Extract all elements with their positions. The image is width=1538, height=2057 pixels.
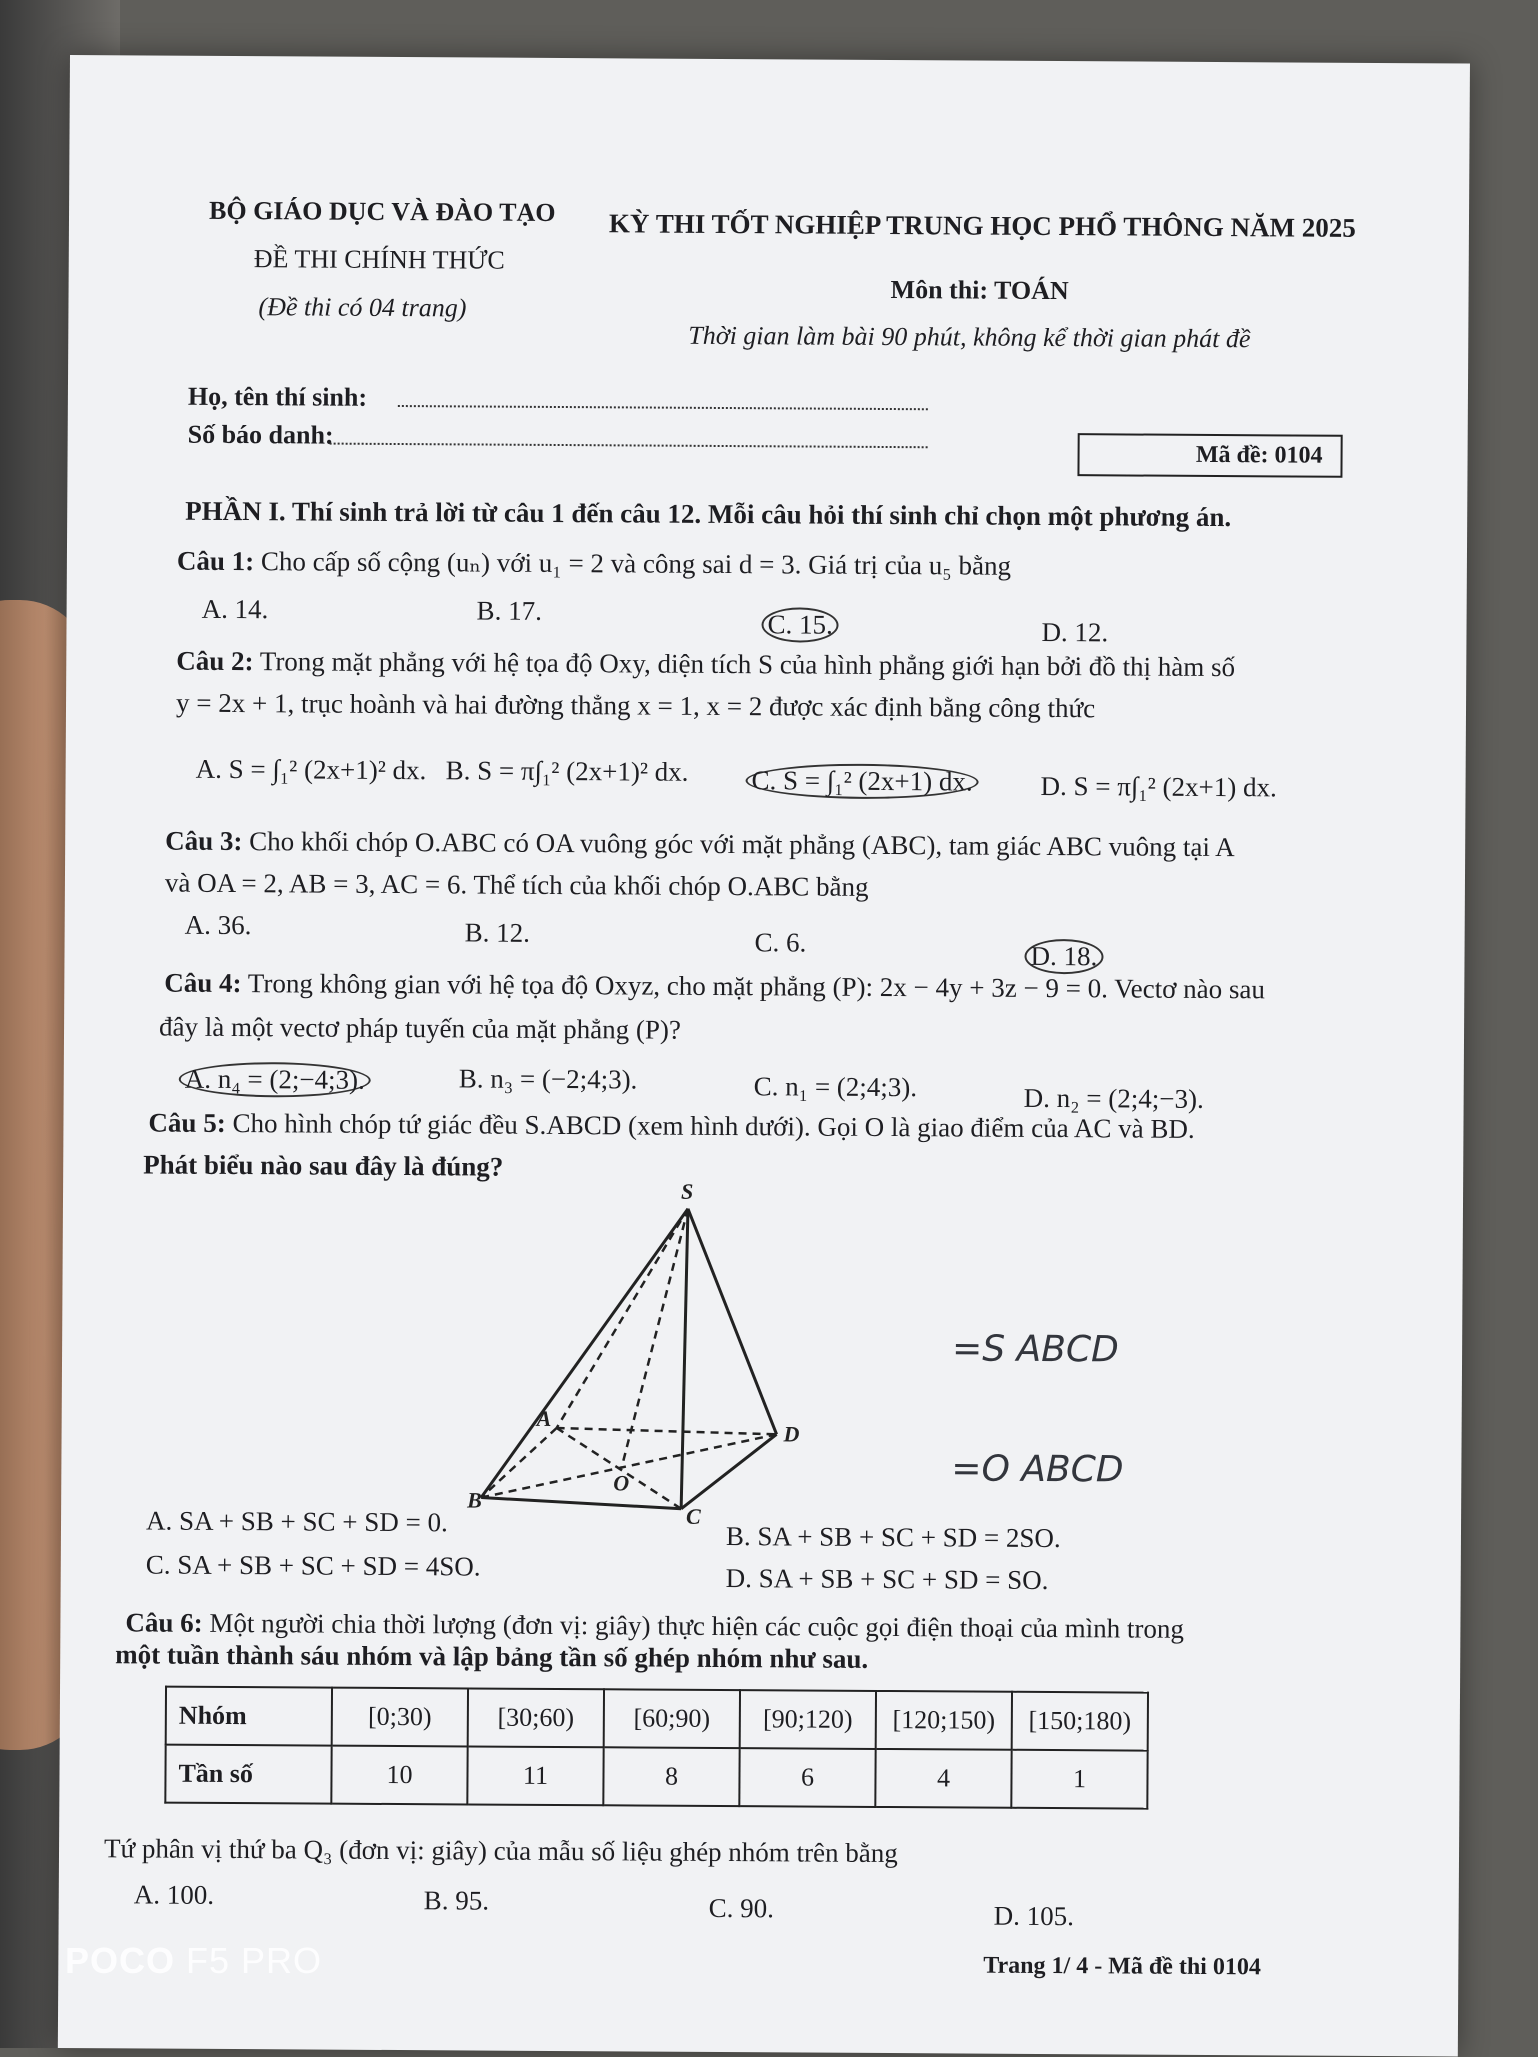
q6-option-a: A. 100.: [133, 1879, 215, 1910]
q4-option-a: [179, 1062, 371, 1098]
row-header-group: Nhóm: [166, 1687, 332, 1746]
question-text: Trong mặt phẳng với hệ tọa độ Oxy, diện tích S của hình phẳng giới hạn bởi đồ thị hàm số: [259, 646, 1236, 683]
pages-note: (Đề thi có 04 trang): [258, 292, 467, 323]
question-5: [148, 1107, 1194, 1144]
question-label: Câu 3:: [165, 825, 243, 857]
q5-option-a: A. SA + SB + SC + SD = 0.: [145, 1505, 448, 1538]
q5-option-c: C. SA + SB + SC + SD = 4SO.: [145, 1549, 481, 1582]
exam-paper: [58, 55, 1470, 2057]
q5-option-b: B. SA + SB + SC + SD = 2SO.: [725, 1521, 1061, 1554]
question-label: Câu 5:: [148, 1107, 226, 1138]
question-text: Một người chia thời lượng (đơn vị: giây) thực hiện các cuộc gọi điện thoại của mình trong: [209, 1607, 1185, 1644]
frequency-cell: 6: [739, 1748, 875, 1807]
frequency-cell: 4: [875, 1749, 1011, 1808]
group-cell: [120;150): [876, 1691, 1012, 1750]
name-dots: [398, 405, 928, 410]
exam-code-box: Mã đề: 0104: [1077, 433, 1342, 478]
q1-option-c: [761, 607, 838, 642]
edge-sb: [481, 1208, 688, 1499]
q1-option-a: A. 14.: [201, 593, 269, 625]
question-6-line3: Tứ phân vị thứ ba Q₃ (đơn vị: giây) của mẫu số liệu ghép nhóm trên bằng: [103, 1833, 898, 1869]
label-c: C: [686, 1503, 701, 1529]
edge-ad: [557, 1428, 777, 1434]
question-label: Câu 6:: [125, 1607, 203, 1638]
question-5-line2: Phát biểu nào sau đây là đúng?: [143, 1149, 504, 1182]
question-2-line2: y = 2x + 1, trục hoành và hai đường thẳng x = 1, x = 2 được xác định bằng công thức: [175, 687, 1096, 724]
question-3-line2: và OA = 2, AB = 3, AC = 6. Thể tích của khối chóp O.ABC bằng: [164, 867, 869, 902]
answer-circle: D. 18.: [1024, 939, 1103, 974]
q3-option-d: [1024, 939, 1103, 974]
question-6: [125, 1607, 1184, 1644]
question-6-line2: một tuần thành sáu nhóm và lập bảng tần số ghép nhóm như sau.: [115, 1639, 869, 1674]
question-4-line2: đây là một vectơ pháp tuyến của mặt phẳng (P)?: [158, 1011, 682, 1045]
group-cell: [30;60): [468, 1688, 604, 1747]
id-dots: [330, 443, 928, 449]
subject: Môn thi: TOÁN: [890, 275, 1069, 306]
label-a: A: [536, 1405, 552, 1431]
q5-option-d: D. SA + SB + SC + SD = SO.: [725, 1563, 1049, 1596]
frequency-cell: 11: [467, 1746, 603, 1805]
official-label: ĐỀ THI CHÍNH THỨC: [253, 244, 505, 275]
q2-option-d: D. S = π∫₁² (2x+1) dx.: [1040, 770, 1277, 803]
answer-circle: C. 15.: [761, 607, 838, 642]
question-2: [176, 646, 1235, 683]
question-4: [164, 968, 1265, 1006]
group-cell: [60;90): [604, 1689, 740, 1748]
name-label: Họ, tên thí sinh:: [187, 381, 368, 412]
question-3: [165, 826, 1235, 864]
question-text: Cho hình chóp tứ giác đều S.ABCD (xem hình dưới). Gọi O là giao điểm của AC và BD.: [232, 1108, 1195, 1144]
q1-option-d: D. 12.: [1041, 616, 1109, 648]
row-header-frequency: Tần số: [165, 1745, 331, 1804]
watermark-brand: POCO: [65, 1940, 176, 1981]
q2-option-a: A. S = ∫₁² (2x+1)² dx.: [195, 753, 427, 786]
label-s: S: [680, 1178, 694, 1204]
table-row: [165, 1745, 1147, 1809]
exam-title: KỲ THI TỐT NGHIỆP TRUNG HỌC PHỔ THÔNG NĂM 2025: [608, 208, 1356, 243]
group-cell: [90;120): [740, 1690, 876, 1749]
question-label: Câu 4:: [164, 967, 242, 999]
handwritten-note-2: =O ABCD: [951, 1448, 1124, 1491]
edge-ab: [481, 1428, 556, 1498]
q2-option-c: [745, 763, 978, 799]
label-d: D: [783, 1421, 800, 1447]
q6-option-d: D. 105.: [993, 1900, 1074, 1932]
q1-option-b: B. 17.: [476, 595, 542, 626]
edge-bc: [481, 1498, 681, 1509]
q2-option-b: B. S = π∫₁² (2x+1)² dx.: [445, 755, 689, 787]
q4-option-d: D. n₂ = (2;4;−3).: [1023, 1082, 1204, 1114]
frequency-cell: 1: [1011, 1750, 1147, 1809]
group-cell: [0;30): [332, 1688, 468, 1747]
question-label: Câu 2:: [176, 645, 254, 677]
pyramid-figure: [467, 1178, 903, 1531]
q3-option-c: C. 6.: [754, 927, 807, 958]
question-text: Cho khối chóp O.ABC có OA vuông góc với mặt phẳng (ABC), tam giác ABC vuông tại A: [249, 826, 1235, 863]
question-1: [177, 546, 1011, 582]
answer-circle: C. S = ∫₁² (2x+1) dx.: [745, 763, 978, 799]
camera-watermark: [65, 1940, 322, 1982]
question-text: Cho cấp số cộng (uₙ) với u₁ = 2 và công sai d = 3. Giá trị của u₅ bằng: [260, 546, 1012, 581]
q4-option-b: B. n₃ = (−2;4;3).: [458, 1063, 638, 1095]
q3-option-b: B. 12.: [464, 917, 531, 948]
question-text: Trong không gian với hệ tọa độ Oxyz, cho mặt phẳng (P): 2x − 4y + 3z − 9 = 0. Vectơ nào sau: [247, 968, 1266, 1005]
handwritten-note-1: =S ABCD: [951, 1328, 1119, 1371]
watermark-model: F5 PRO: [186, 1940, 323, 1981]
ministry-name: BỘ GIÁO DỤC VÀ ĐÀO TẠO: [208, 195, 556, 227]
frequency-cell: 10: [331, 1746, 467, 1805]
frequency-table: [164, 1686, 1149, 1810]
group-cell: [150;180): [1012, 1692, 1148, 1751]
label-b: B: [467, 1487, 482, 1513]
part-one-instructions: PHẦN I. Thí sinh trả lời từ câu 1 đến câu 12. Mỗi câu hỏi thí sinh chỉ chọn một phương án.: [185, 495, 1232, 533]
edge-sd: [687, 1209, 778, 1435]
page-footer: Trang 1/ 4 - Mã đề thi 0104: [983, 1952, 1261, 1981]
edge-sc: [681, 1209, 688, 1509]
q4-option-c: C. n₁ = (2;4;3).: [753, 1071, 918, 1103]
duration: Thời gian làm bài 90 phút, không kể thời gian phát đề: [688, 320, 1251, 354]
q6-option-c: C. 90.: [708, 1892, 775, 1924]
edge-sa: [557, 1208, 688, 1429]
answer-circle: A. n₄ = (2;−4;3).: [179, 1062, 371, 1098]
q3-option-a: A. 36.: [184, 909, 252, 941]
frequency-cell: 8: [603, 1747, 739, 1806]
id-label: Số báo danh:: [187, 419, 334, 450]
q6-option-b: B. 95.: [423, 1885, 490, 1916]
question-label: Câu 1:: [176, 545, 255, 577]
table-row: [166, 1687, 1148, 1751]
label-o: O: [613, 1470, 630, 1496]
